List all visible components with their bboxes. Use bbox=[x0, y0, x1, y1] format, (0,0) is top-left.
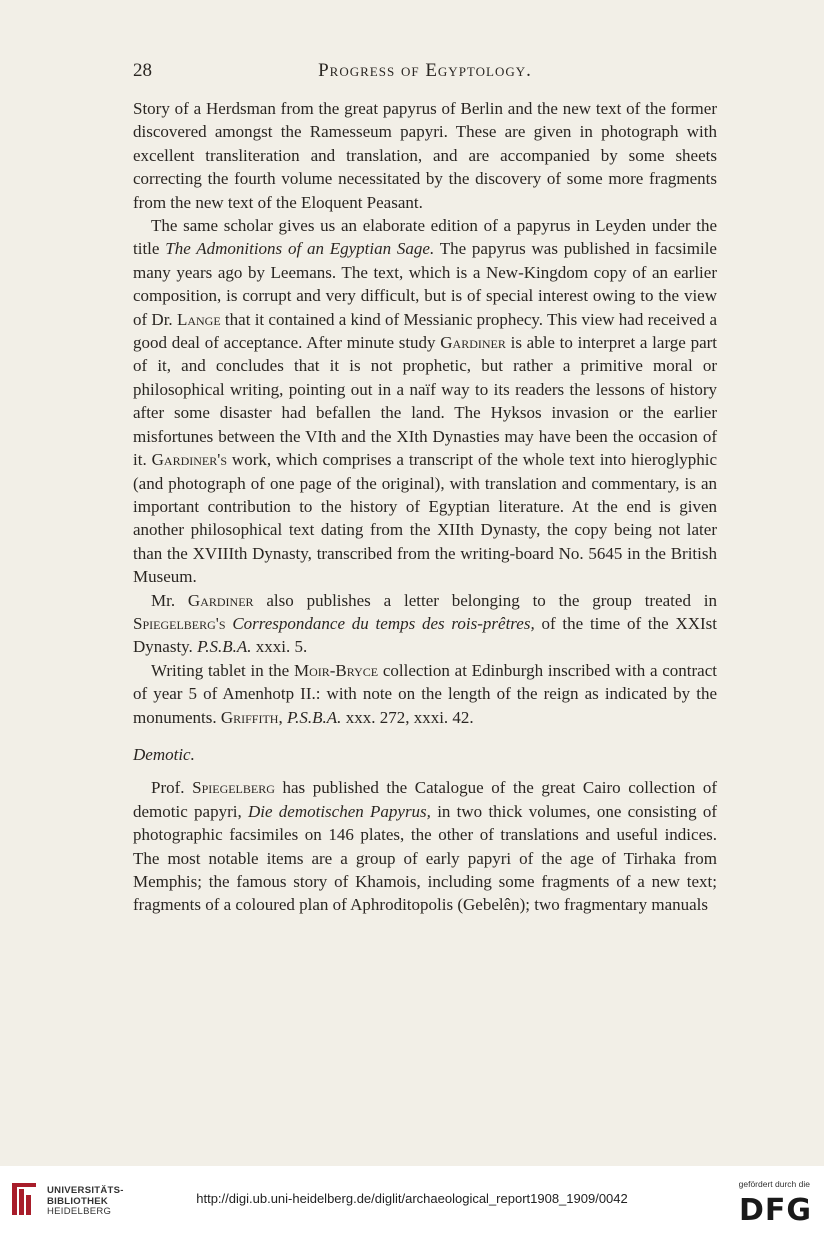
paragraph-2 bbox=[133, 214, 717, 589]
text-run: xxxi. 5. bbox=[251, 637, 308, 657]
sponsor-text: gefördert durch die bbox=[738, 1179, 810, 1189]
page-number: 28 bbox=[133, 60, 152, 81]
running-title: Progress of Egyptology. bbox=[318, 60, 532, 81]
text-run: work, which comprises a transcript of the whole text into hieroglyphic (and photograph of one page of the original), with translation and commentary, is an important contribution to the history of Egyptian literature. At the end is given another philosophical text dating from the XIIth Dynasty, the copy being not later than the XVIIIth Dynasty, transcribed from the writing-board No. 5645 in the British Museum. bbox=[133, 450, 717, 587]
work-title: Die demotischen Papyrus, bbox=[247, 801, 431, 821]
paragraph-4 bbox=[133, 659, 717, 729]
paragraph-5 bbox=[133, 776, 717, 916]
author-name: Gardiner's bbox=[151, 450, 227, 470]
author-name: Gardiner bbox=[440, 333, 506, 353]
text-run: The same scholar gives us an elaborate edition of a papyrus in Leyden under the title bbox=[133, 216, 717, 259]
text-run: The papyrus was published in facsimile many years ago by Leemans. The text, which is a New-Kingdom copy of an earlier composition, is corrupt and very difficult, but is of special interest owing to the view of Dr. bbox=[133, 239, 717, 329]
library-name-line: UNIVERSITÄTS- bbox=[47, 1185, 124, 1196]
text-run: collection at Edinburgh inscribed with a contract of year 5 of Amenhotp II.: with note on the length of the reign as indicated by the monuments. bbox=[133, 660, 717, 727]
journal-abbrev: P.S.B.A. bbox=[197, 637, 252, 657]
paragraph-3 bbox=[133, 589, 717, 659]
text-run: Writing tablet in the bbox=[151, 660, 294, 680]
journal-abbrev: P.S.B.A. bbox=[286, 707, 342, 727]
author-name: Spiegelberg bbox=[192, 778, 275, 798]
work-title: Correspondance du temps des rois-prêtres, bbox=[232, 613, 535, 633]
permalink[interactable]: http://digi.ub.uni-heidelberg.de/diglit/archaeological_report1908_1909/0042 bbox=[196, 1191, 628, 1206]
author-name: Gardiner bbox=[187, 590, 254, 610]
section-heading: Demotic. bbox=[133, 744, 195, 764]
work-title: The Admonitions of an Egyptian Sage. bbox=[165, 239, 435, 259]
library-name-line: HEIDELBERG bbox=[47, 1206, 112, 1217]
body-text bbox=[133, 97, 717, 917]
text-run: of the time of the XXIst Dynasty. bbox=[133, 613, 717, 657]
author-name: Lange bbox=[176, 309, 221, 329]
collection-name: Moir-Bryce bbox=[293, 660, 379, 680]
paragraph-1: Story of a Herdsman from the great papyrus of Berlin and the new text of the former discovered amongst the Ramesseum papyri. These are given in photograph with excellent transliteration and translation, and are accompanied by some sheets correcting the fourth volume necessitated by the discovery of some more fragments from the new text of the Eloquent Peasant. bbox=[133, 99, 717, 212]
dfg-logo[interactable]: DFG bbox=[738, 1193, 812, 1228]
text-run: Mr. bbox=[151, 590, 188, 610]
text-run: xxx. 272, xxxi. 42. bbox=[341, 707, 474, 727]
text-run: is able to interpret a large part of it, and concludes that it is not prophetic, but rather a primitive moral or philosophical writing, pointing out in a naïf way to its readers the lessons of history after some disaster had befallen the land. The Hyksos invasion or the earlier misfortunes between the VIth and the XIth Dynasties may have been the occasion of it. bbox=[133, 333, 717, 470]
viewer-footer bbox=[0, 1166, 824, 1234]
author-name: Spiegelberg's bbox=[133, 613, 226, 633]
author-name: Griffith, bbox=[220, 707, 283, 727]
library-name-line: BIBLIOTHEK bbox=[47, 1195, 109, 1207]
text-run: also publishes a letter belonging to the group treated in bbox=[253, 590, 717, 610]
text-run: in two thick volumes, one consisting of photographic facsimiles on 146 plates, the other of translations and useful indices. The most notable items are a group of early papyri of the age of Tirhaka from Memphis; the famous story of Khamois, including some fragments of a new text; fragments of a coloured plan of Aphroditopolis (Gebelên); two fragmentary manuals bbox=[133, 801, 717, 915]
text-run: Prof. bbox=[151, 778, 193, 798]
text-run: has published the Catalogue of the great Cairo collection of demotic papyri, bbox=[133, 778, 717, 821]
text-run: that it contained a kind of Messianic prophecy. This view had received a good deal of acceptance. After minute study bbox=[133, 309, 717, 353]
page-header bbox=[133, 60, 717, 84]
